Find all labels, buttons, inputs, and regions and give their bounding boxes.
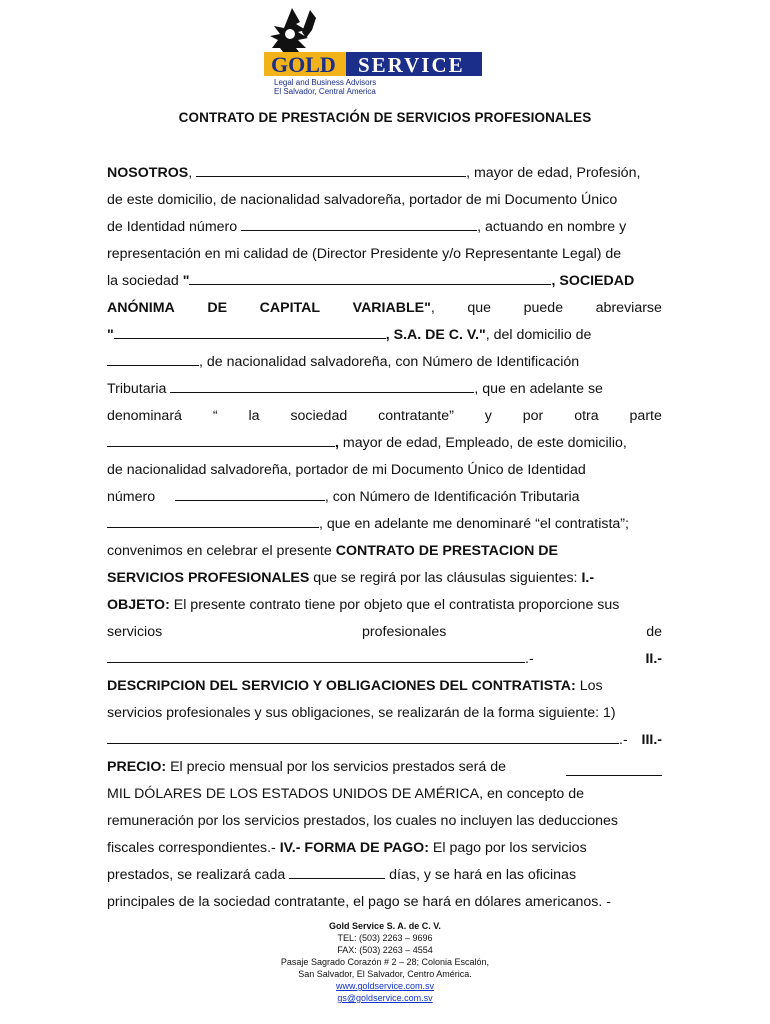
paragraph-line: servicios profesionales de bbox=[107, 624, 662, 640]
paragraph-line: NOSOTROS, , mayor de edad, Profesión, bbox=[107, 160, 662, 187]
paragraph-line: de nacionalidad salvadoreña, portador de mi Documento Único de Identidad bbox=[107, 462, 586, 478]
paragraph-line: de este domicilio, de nacionalidad salvadoreña, portador de mi Documento Único bbox=[107, 192, 618, 208]
svg-text:GOLD: GOLD bbox=[271, 52, 336, 77]
paragraph-line: , mayor de edad, Empleado, de este domicilio, bbox=[107, 430, 662, 457]
contract-body bbox=[107, 160, 662, 916]
footer-address: Pasaje Sagrado Corazón # 2 – 28; Colonia Escalón, bbox=[280, 957, 490, 967]
logo-tagline: Legal and Business Advisors El Salvador, Central America bbox=[274, 78, 377, 96]
paragraph-line: número , con Número de Identificación Tributaria bbox=[107, 484, 662, 511]
paragraph-line: , que en adelante me denominaré “el contratista”; bbox=[107, 511, 662, 538]
paragraph-line: fiscales correspondientes.- IV.- FORMA DE PAGO: El pago por los servicios bbox=[107, 840, 587, 856]
paragraph-line: representación en mi calidad de (Director Presidente y/o Representante Legal) de bbox=[107, 246, 622, 262]
svg-text:SERVICE: SERVICE bbox=[358, 53, 465, 77]
paragraph-line: DESCRIPCION DEL SERVICIO Y OBLIGACIONES DEL CONTRATISTA: Los bbox=[107, 678, 603, 694]
document-title: CONTRATO DE PRESTACIÓN DE SERVICIOS PROFESIONALES bbox=[178, 110, 592, 125]
email-link[interactable]: gs@goldservice.com.sv bbox=[337, 993, 433, 1003]
paragraph-line: .- III.- bbox=[107, 727, 662, 754]
paragraph-line: MIL DÓLARES DE LOS ESTADOS UNIDOS DE AMÉRICA, en concepto de bbox=[107, 786, 585, 802]
website-link[interactable]: www.goldservice.com.sv bbox=[335, 981, 435, 991]
eagle-logo-icon bbox=[262, 8, 484, 80]
paragraph-line: prestados, se realizará cada días, y se hará en las oficinas bbox=[107, 862, 662, 889]
footer-tel: TEL: (503) 2263 – 9696 bbox=[337, 933, 433, 943]
footer-address: San Salvador, El Salvador, Centro América. bbox=[298, 969, 472, 979]
paragraph-line: ANÓNIMA DE CAPITAL VARIABLE", que puede abreviarse bbox=[107, 300, 662, 316]
paragraph-line: OBJETO: El presente contrato tiene por objeto que el contratista proporcione sus bbox=[107, 597, 620, 613]
paragraph-line: .- II.- bbox=[107, 646, 662, 673]
page-footer bbox=[0, 920, 770, 1004]
paragraph-line: Tributaria , que en adelante se bbox=[107, 376, 662, 403]
paragraph-line: de Identidad número , actuando en nombre y bbox=[107, 214, 662, 241]
paragraph-line: , de nacionalidad salvadoreña, con Número de Identificación bbox=[107, 349, 662, 376]
paragraph-line: remuneración por los servicios prestados, los cuales no incluyen las deducciones bbox=[107, 813, 619, 829]
paragraph-line: la sociedad " , SOCIEDAD bbox=[107, 268, 662, 295]
footer-fax: FAX: (503) 2263 – 4554 bbox=[337, 945, 433, 955]
paragraph-line: SERVICIOS PROFESIONALES que se regirá por las cláusulas siguientes: I.- bbox=[107, 570, 595, 586]
paragraph-line: PRECIO: El precio mensual por los servicios prestados será de bbox=[107, 754, 662, 781]
paragraph-line: " , S.A. DE C. V.", del domicilio de bbox=[107, 322, 662, 349]
paragraph-line: principales de la sociedad contratante, el pago se hará en dólares americanos. - bbox=[107, 894, 611, 910]
paragraph-line: denominará “ la sociedad contratante” y por otra parte bbox=[107, 408, 662, 424]
paragraph-line: convenimos en celebrar el presente CONTRATO DE PRESTACION DE bbox=[107, 543, 558, 559]
footer-company: Gold Service S. A. de C. V. bbox=[329, 921, 441, 931]
company-logo bbox=[262, 8, 484, 98]
paragraph-line: servicios profesionales y sus obligaciones, se realizarán de la forma siguiente: 1) bbox=[107, 705, 616, 721]
